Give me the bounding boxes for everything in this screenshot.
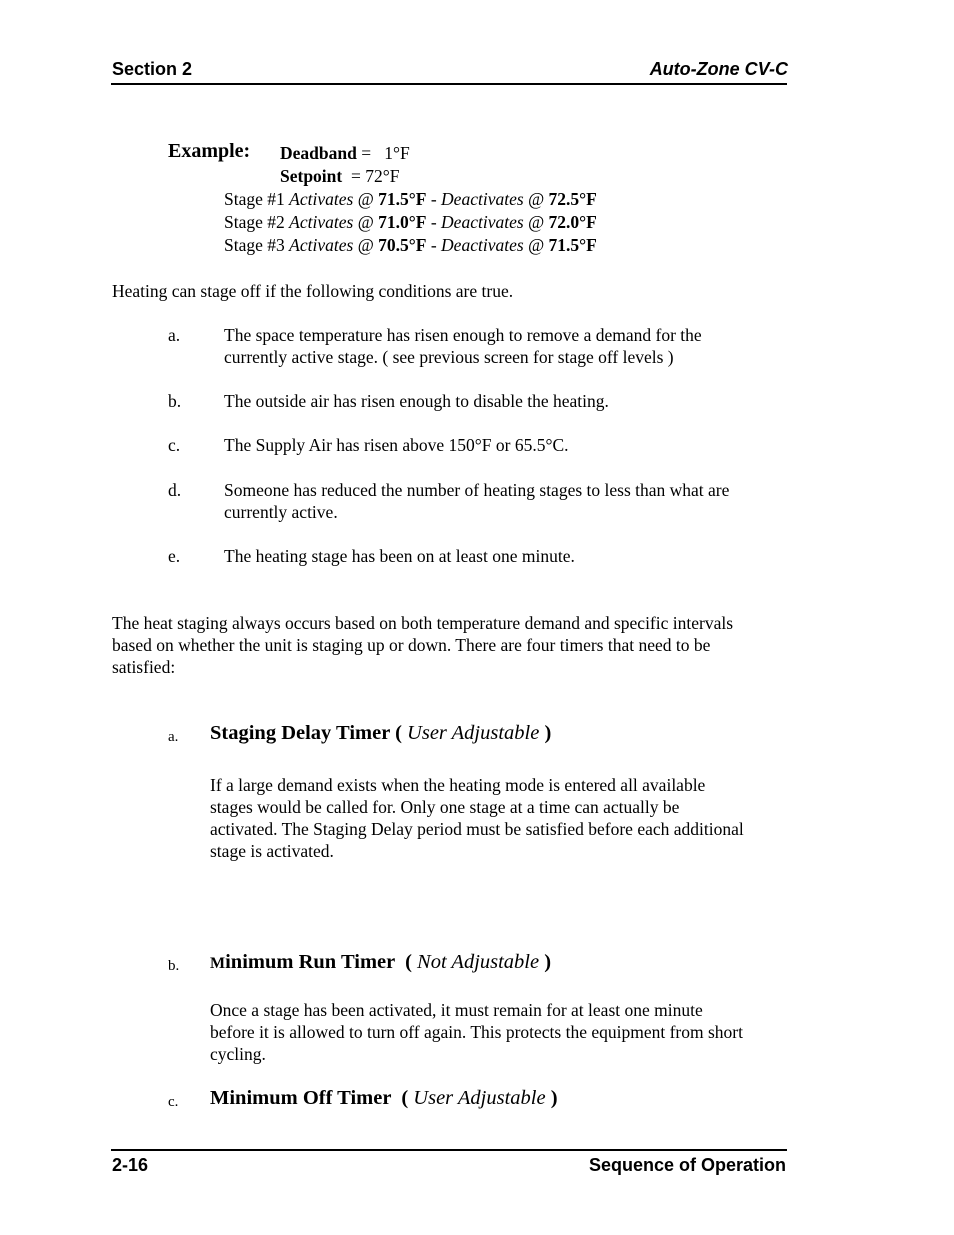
- paragraph-line: satisfied:: [112, 657, 176, 677]
- stage-line-3: [224, 234, 597, 256]
- activates-label: Activates @: [289, 235, 379, 255]
- stage-separator: -: [426, 189, 442, 209]
- paragraph-line: stage is activated.: [210, 841, 334, 861]
- deadband-value: = 1°F: [356, 143, 410, 163]
- page-number: 2-16: [112, 1155, 149, 1175]
- minimum-run-timer-heading: [210, 951, 551, 974]
- list-text-line: The outside air has risen enough to disable the heating.: [224, 391, 609, 411]
- setpoint-label: Setpoint: [280, 166, 343, 186]
- paragraph-line: activated. The Staging Delay period must be satisfied before each additional: [210, 819, 744, 839]
- timer-qualifier: Not Adjustable: [417, 951, 540, 973]
- list-item: [168, 479, 788, 523]
- timer-letter: a.: [168, 729, 179, 745]
- stage-separator: -: [426, 235, 442, 255]
- timer-close: ): [545, 1087, 558, 1109]
- timer-qualifier: User Adjustable: [407, 722, 540, 744]
- staging-paragraph: [112, 612, 792, 678]
- paragraph-line: cycling.: [210, 1044, 266, 1064]
- setpoint-line: [280, 165, 399, 187]
- paragraph-line: based on whether the unit is staging up or down. There are four timers that need to be: [112, 635, 711, 655]
- deactivates-label: Deactivates @: [441, 235, 549, 255]
- header-rule: [111, 83, 787, 85]
- activate-temp: 70.5°F: [378, 235, 427, 255]
- activate-temp: 71.5°F: [378, 189, 427, 209]
- setpoint-value: = 72°F: [342, 166, 400, 186]
- stage-prefix: Stage #1: [224, 189, 290, 209]
- product-title: Auto-Zone CV-C: [649, 59, 788, 79]
- stage-line-2: [224, 211, 597, 233]
- list-text-line: currently active.: [224, 502, 338, 522]
- deactivate-temp: 71.5°F: [548, 235, 597, 255]
- timer-title: Minimum Off Timer (: [210, 1087, 414, 1109]
- footer-title: Sequence of Operation: [588, 1155, 786, 1175]
- stage-separator: -: [426, 212, 442, 232]
- paragraph-line: The heat staging always occurs based on both temperature demand and specific intervals: [112, 613, 734, 633]
- activate-temp: 71.0°F: [378, 212, 427, 232]
- stage-prefix: Stage #2: [224, 212, 290, 232]
- deactivates-label: Deactivates @: [441, 212, 549, 232]
- list-item: [168, 545, 788, 567]
- stage-line-1: [224, 188, 597, 210]
- activates-label: Activates @: [289, 189, 379, 209]
- list-text-line: The Supply Air has risen above 150°F or 65.5°C.: [224, 435, 569, 455]
- deactivates-label: Deactivates @: [441, 189, 549, 209]
- list-text-line: currently active stage. ( see previous screen for stage off levels ): [224, 347, 674, 367]
- list-text-line: Someone has reduced the number of heating stages to less than what are: [224, 480, 730, 500]
- timer-title: inimum Run Timer (: [225, 951, 418, 973]
- minimum-off-timer-heading: [210, 1087, 558, 1110]
- timer-letter: c.: [168, 1094, 179, 1110]
- timer-title-cap: M: [210, 955, 226, 972]
- section-label: Section 2: [112, 59, 193, 79]
- paragraph-line: before it is allowed to turn off again. This protects the equipment from short: [210, 1022, 743, 1042]
- list-item: [168, 324, 788, 368]
- deactivate-temp: 72.0°F: [548, 212, 597, 232]
- deadband-label: Deadband: [280, 143, 357, 163]
- example-label: Example:: [168, 140, 251, 162]
- list-text-line: The space temperature has risen enough to remove a demand for the: [224, 325, 702, 345]
- list-letter: d.: [168, 480, 182, 500]
- stage-off-intro: Heating can stage off if the following conditions are true.: [112, 281, 514, 301]
- list-letter: a.: [168, 325, 181, 345]
- list-letter: e.: [168, 546, 181, 566]
- deadband-line: [280, 142, 410, 164]
- activates-label: Activates @: [289, 212, 379, 232]
- list-letter: b.: [168, 391, 182, 411]
- list-letter: c.: [168, 435, 181, 455]
- timer-title: Staging Delay Timer (: [210, 722, 408, 744]
- timer-letter: b.: [168, 958, 180, 974]
- paragraph-line: Once a stage has been activated, it must remain for at least one minute: [210, 1000, 703, 1020]
- timer-close: ): [539, 951, 552, 973]
- stage-prefix: Stage #3: [224, 235, 290, 255]
- paragraph-line: stages would be called for. Only one stage at a time can actually be: [210, 797, 680, 817]
- list-item: [168, 390, 788, 412]
- paragraph-line: If a large demand exists when the heating mode is entered all available: [210, 775, 706, 795]
- timer-qualifier: User Adjustable: [413, 1087, 546, 1109]
- footer-rule: [111, 1149, 787, 1151]
- staging-delay-timer-heading: [210, 722, 551, 745]
- list-text-line: The heating stage has been on at least one minute.: [224, 546, 575, 566]
- minimum-run-timer-body: [210, 999, 790, 1065]
- list-item: [168, 434, 788, 456]
- deactivate-temp: 72.5°F: [548, 189, 597, 209]
- staging-delay-timer-body: [210, 774, 790, 862]
- timer-close: ): [539, 722, 552, 744]
